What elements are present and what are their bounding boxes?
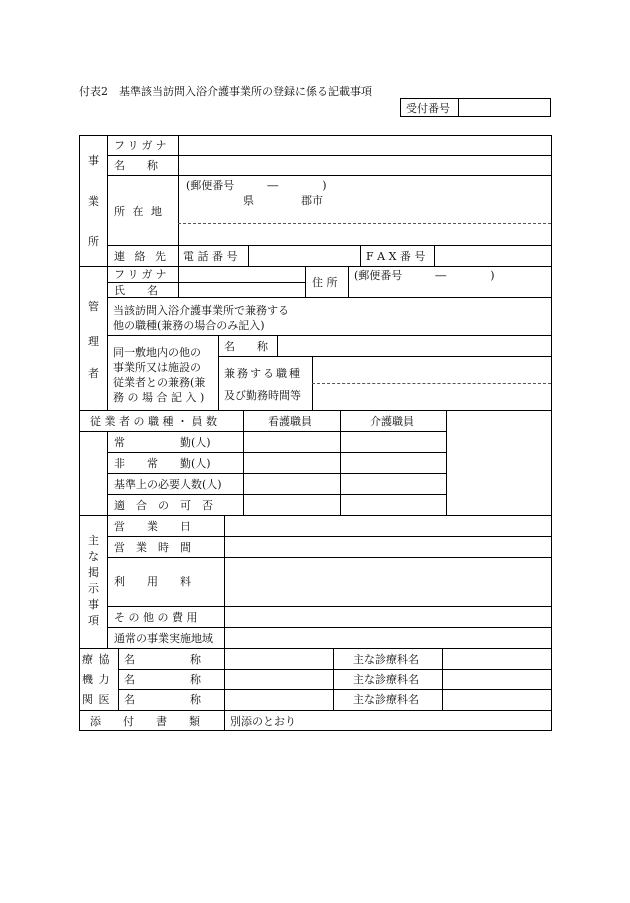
attachments-label: 添 付 書 類 bbox=[90, 715, 200, 728]
same-site-facility-name-field[interactable] bbox=[278, 336, 551, 356]
staff-parttime-care-field[interactable] bbox=[341, 453, 446, 473]
office-fax-label: F A X 番 号 bbox=[366, 250, 426, 263]
office-postal-code: (郵便番号 ― ) bbox=[186, 179, 327, 192]
medical-group-row-3: 関 医 bbox=[82, 693, 111, 706]
manager-furigana-field[interactable] bbox=[179, 267, 305, 282]
business-days-label: 営 業 日 bbox=[114, 520, 191, 533]
medical-dept-field-3[interactable] bbox=[443, 690, 551, 710]
fee-label: 利 用 料 bbox=[114, 575, 191, 588]
main-items-char-4: 示 bbox=[88, 582, 99, 595]
office-name-label: 名 称 bbox=[114, 159, 158, 172]
office-fax-field[interactable] bbox=[435, 246, 551, 265]
medical-name-label-1: 名 称 bbox=[124, 653, 201, 666]
medical-dept-field-1[interactable] bbox=[443, 649, 551, 669]
manager-furigana-label: フリガナ bbox=[114, 268, 170, 281]
staff-fulltime-care-field[interactable] bbox=[341, 432, 446, 452]
staff-header: 従 業 者 の 職 種 ・ 員 数 bbox=[90, 415, 217, 428]
main-items-char-2: な bbox=[88, 550, 99, 563]
staff-compliance-nurse-field[interactable] bbox=[244, 495, 340, 515]
office-phone-field[interactable] bbox=[249, 246, 360, 265]
attachments-value: 別添のとおり bbox=[230, 715, 296, 728]
office-address-label: 所 在 地 bbox=[114, 205, 164, 218]
manager-address-label: 住 所 bbox=[312, 276, 338, 289]
main-items-char-1: 主 bbox=[88, 534, 99, 547]
same-site-label-line4: 務 の 場 合 記 入 ) bbox=[113, 391, 205, 404]
fee-field[interactable] bbox=[225, 558, 551, 606]
medical-group-row-2: 機 力 bbox=[82, 673, 111, 686]
medical-name-label-3: 名 称 bbox=[124, 693, 201, 706]
main-items-char-3: 掲 bbox=[88, 566, 99, 579]
service-area-label: 通常の事業実施地域 bbox=[114, 632, 213, 645]
same-site-duty-field[interactable] bbox=[313, 357, 551, 410]
manager-name-field[interactable] bbox=[179, 283, 305, 297]
manager-postal-code: (郵便番号 ― ) bbox=[354, 269, 495, 282]
manager-concurrent-label-line2: 他の職種(兼務の場合のみ記入) bbox=[113, 319, 265, 332]
office-city-label: 郡市 bbox=[301, 194, 323, 207]
office-contact-label: 連 絡 先 bbox=[114, 250, 169, 263]
medical-dept-label-3: 主な診療科名 bbox=[353, 693, 419, 706]
staff-required-nurse-field[interactable] bbox=[244, 474, 340, 494]
office-furigana-field[interactable] bbox=[179, 136, 551, 155]
manager-name-label: 氏 名 bbox=[114, 284, 158, 297]
manager-group-char-2: 理 bbox=[88, 335, 99, 348]
same-site-label-line2: 事業所又は施設の bbox=[113, 361, 201, 374]
medical-name-field-2[interactable] bbox=[225, 670, 333, 689]
manager-address-field[interactable] bbox=[349, 267, 551, 297]
business-days-field[interactable] bbox=[225, 516, 551, 536]
manager-concurrent-label-line1: 当該訪問入浴介護事業所で兼務する bbox=[113, 304, 289, 317]
medical-name-field-3[interactable] bbox=[225, 690, 333, 710]
main-items-char-5: 事 bbox=[88, 598, 99, 611]
office-group-char-1: 事 bbox=[88, 154, 99, 167]
form-title: 付表2 基準該当訪問入浴介護事業所の登録に係る記載事項 bbox=[79, 85, 372, 98]
staff-col-nurse: 看護職員 bbox=[268, 415, 312, 428]
staff-row-fulltime: 常 勤(人) bbox=[114, 436, 211, 449]
staff-fulltime-nurse-field[interactable] bbox=[244, 432, 340, 452]
receipt-number-label: 受付番号 bbox=[406, 102, 450, 115]
receipt-number-field[interactable] bbox=[459, 99, 550, 116]
medical-name-field-1[interactable] bbox=[225, 649, 333, 669]
office-furigana-label: フリガナ bbox=[114, 139, 170, 152]
same-site-facility-name-label: 名 称 bbox=[224, 340, 268, 353]
medical-dept-label-2: 主な診療科名 bbox=[353, 673, 419, 686]
office-phone-label: 電 話 番 号 bbox=[183, 250, 238, 263]
other-cost-field[interactable] bbox=[225, 607, 551, 627]
staff-row-required: 基準上の必要人数(人) bbox=[114, 478, 222, 491]
office-name-field[interactable] bbox=[179, 156, 551, 175]
main-items-char-6: 項 bbox=[88, 614, 99, 627]
manager-group-char-3: 者 bbox=[88, 367, 99, 380]
staff-row-parttime: 非 常 勤(人) bbox=[114, 457, 211, 470]
same-site-label-line1: 同一敷地内の他の bbox=[113, 346, 201, 359]
office-group-char-3: 所 bbox=[88, 235, 99, 248]
same-site-duty-label-line2: 及び勤務時間等 bbox=[224, 389, 301, 402]
staff-row-compliance: 適 合 の 可 否 bbox=[114, 499, 213, 512]
manager-group-char-1: 管 bbox=[88, 300, 99, 313]
medical-dept-label-1: 主な診療科名 bbox=[353, 653, 419, 666]
manager-concurrent-field[interactable] bbox=[108, 298, 551, 335]
service-area-field[interactable] bbox=[225, 628, 551, 648]
medical-name-label-2: 名 称 bbox=[124, 673, 201, 686]
staff-required-care-field[interactable] bbox=[341, 474, 446, 494]
same-site-duty-label-line1: 兼務する職種 bbox=[224, 367, 302, 380]
business-hours-label: 営 業 時 間 bbox=[114, 541, 191, 554]
other-cost-label: そ の 他 の 費 用 bbox=[114, 611, 198, 624]
medical-group-row-1: 療 協 bbox=[82, 653, 111, 666]
office-address-field[interactable] bbox=[179, 176, 551, 245]
office-prefecture-label: 県 bbox=[243, 194, 254, 207]
medical-dept-field-2[interactable] bbox=[443, 670, 551, 689]
staff-col-care: 介護職員 bbox=[370, 415, 414, 428]
office-group-char-2: 業 bbox=[88, 195, 99, 208]
staff-parttime-nurse-field[interactable] bbox=[244, 453, 340, 473]
same-site-label-line3: 従業者との兼務(兼 bbox=[113, 376, 206, 389]
business-hours-field[interactable] bbox=[225, 537, 551, 557]
staff-compliance-care-field[interactable] bbox=[341, 495, 446, 515]
